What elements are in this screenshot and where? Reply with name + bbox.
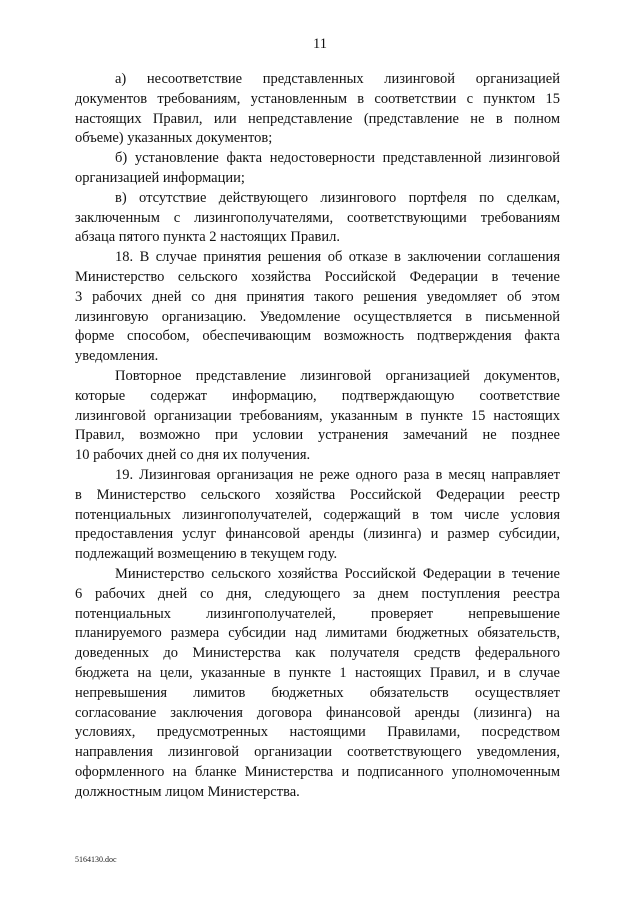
text-line: 3 рабочих дней со дня принятия такого решения уведомляет об этом [75, 288, 560, 305]
text-line: согласование заключения договора финансовой аренды (лизинга) на [75, 704, 560, 721]
text-line: доведенных до Министерства как получателя средств федерального [75, 645, 560, 662]
text-line: заключенным с лизингополучателями, соответствующими требованиям [75, 209, 560, 226]
text-line: а) несоответствие представленных лизинговой организацией [115, 71, 560, 87]
text-line: Министерство сельского хозяйства Российской Федерации в течение [75, 268, 560, 285]
text-line: Министерство сельского хозяйства Российской Федерации в течение [115, 565, 560, 582]
text-line: б) установление факта недостоверности представленной лизинговой [115, 150, 560, 167]
text-line: документов требованиям, установленным в соответствии с пунктом 15 [75, 90, 560, 107]
text-line: лизинговую организацию. Уведомление осуществляется в письменной [75, 308, 560, 325]
text-line: абзаца пятого пункта 2 настоящих Правил. [75, 229, 341, 246]
paragraph [75, 367, 560, 466]
text-line: 10 рабочих дней со дня их получения. [75, 447, 311, 464]
text-line: бюджета на цели, указанные в пункте 1 настоящих Правил, и в случае [75, 664, 560, 681]
text-line: оформленного на бланке Министерства и подписанного уполномоченным [75, 763, 560, 780]
text-line: организацией информации; [75, 169, 245, 186]
paragraph [75, 248, 560, 367]
text-line: планируемого размера субсидии над лимитами бюджетных обязательств, [75, 625, 560, 642]
text-line: потенциальных лизингополучателей, проверяет непревышение [75, 605, 560, 622]
text-line: настоящих Правил, или непредставление (представление не в полном [75, 110, 560, 127]
text-line: 19. Лизинговая организация не реже одного раза в месяц направляет [115, 466, 560, 483]
text-line: Повторное представление лизинговой организацией документов, [115, 367, 560, 384]
text-line: в) отсутствие действующего лизингового портфеля по сделкам, [115, 189, 560, 206]
text-line: уведомления. [75, 348, 159, 365]
text-line: Правил, возможно при условии устранения замечаний не позднее [75, 427, 560, 444]
document-body [75, 70, 560, 802]
paragraph [75, 70, 560, 149]
text-line: непревышения лимитов бюджетных обязательств осуществляет [75, 684, 560, 701]
text-line: объеме) указанных документов; [75, 130, 273, 147]
paragraph [75, 466, 560, 565]
text-line: которые содержат информацию, подтверждающую соответствие [75, 387, 560, 404]
paragraph [75, 189, 560, 248]
text-line: 18. В случае принятия решения об отказе в заключении соглашения [115, 249, 560, 266]
paragraph [75, 149, 560, 189]
text-line: должностным лицом Министерства. [75, 783, 300, 800]
text-line: в Министерство сельского хозяйства Российской Федерации реестр [75, 486, 560, 503]
text-line: подлежащий возмещению в текущем году. [75, 546, 338, 563]
text-line: лизинговой организации требованиям, указанным в пункте 15 настоящих [75, 407, 560, 424]
text-line: условиях, предусмотренных настоящими Правилами, посредством [75, 724, 560, 741]
text-line: форме способом, обеспечивающим возможность подтверждения факта [75, 328, 560, 345]
text-line: потенциальных лизингополучателей, содержащий в том числе условия [75, 506, 560, 523]
page-number: 11 [313, 36, 327, 52]
text-line: предоставления услуг финансовой аренды (лизинга) и размер субсидии, [75, 526, 560, 543]
document-code: 5164130.doc [75, 855, 117, 864]
text-line: направления лизинговой организации соответствующего уведомления, [75, 744, 560, 761]
paragraph [75, 565, 560, 803]
text-line: 6 рабочих дней со дня, следующего за днем поступления реестра [75, 585, 560, 602]
